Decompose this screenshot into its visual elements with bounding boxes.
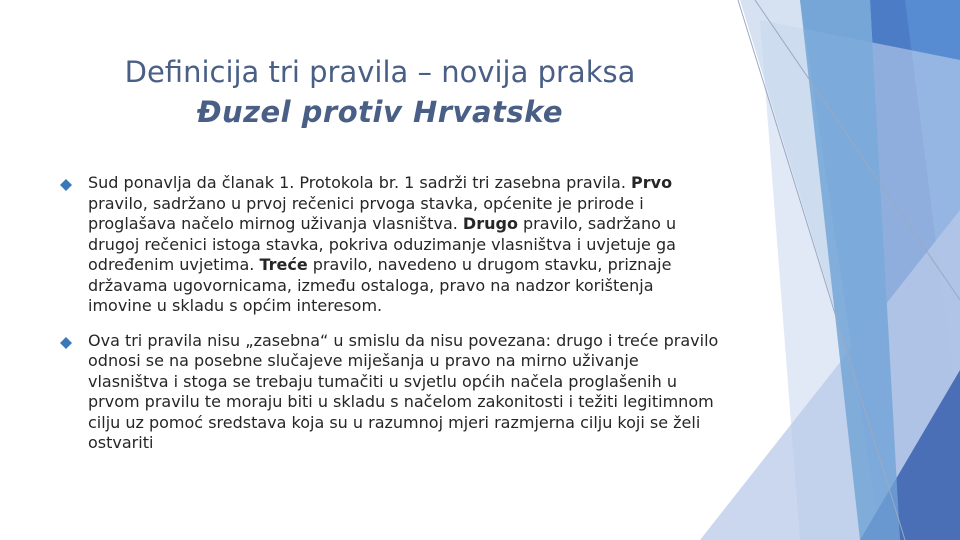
diamond-bullet-icon: [60, 337, 72, 349]
bullet-segment: pravilo, sadržano u drugoj rečenici istoga stavka, pokriva oduzimanje vlasništva i uvjetuje ga određenim uvjetima.: [88, 214, 677, 274]
title-line-2: Đuzel protiv Hrvatske: [196, 95, 564, 129]
bullet-segment-bold: Treće: [259, 255, 308, 274]
bullet-segment: pravilo, sadržano u prvoj rečenici prvoga stavka, općenite je prirode i proglašava načelo mirnog uživanja vlasništva.: [88, 193, 644, 233]
bullet-text: [88, 331, 720, 454]
bullet-segment: Ova tri pravila nisu „zasebna“ u smislu da nisu povezana: drugo i treće pravilo odnosi se na posebne slučajeve miješanja u pravo na mirno uživanje vlasništva i stoga se trebaju tumačiti u svjetlu općih načela proglašenih u prvom pravilu te moraju biti u skladu s načelom zakonitosti i težiti legitimnom cilju uz pomoć sredstava koja su u razumnoj mjeri razmjerna cilju koji se želi ostvariti: [88, 330, 719, 452]
bullet-segment: pravilo, navedeno u drugom stavku, priznaje državama ugovornicama, između ostaloga, pravo na nadzor korištenja imovine u skladu s općim interesom.: [88, 255, 672, 315]
slide-title: [60, 52, 700, 132]
title-line-1: Definicija tri pravila – novija praksa: [124, 55, 636, 89]
bullet-text: [88, 173, 720, 317]
list-item: [60, 331, 720, 454]
bullet-segment-bold: Drugo: [462, 214, 518, 233]
diamond-bullet-icon: [60, 179, 72, 191]
bullet-segment: Sud ponavlja da članak 1. Protokola br. 1 sadrži tri zasebna pravila.: [88, 173, 632, 192]
bullet-segment-bold: Prvo: [631, 173, 673, 192]
bullet-list: [60, 173, 720, 468]
list-item: [60, 173, 720, 317]
